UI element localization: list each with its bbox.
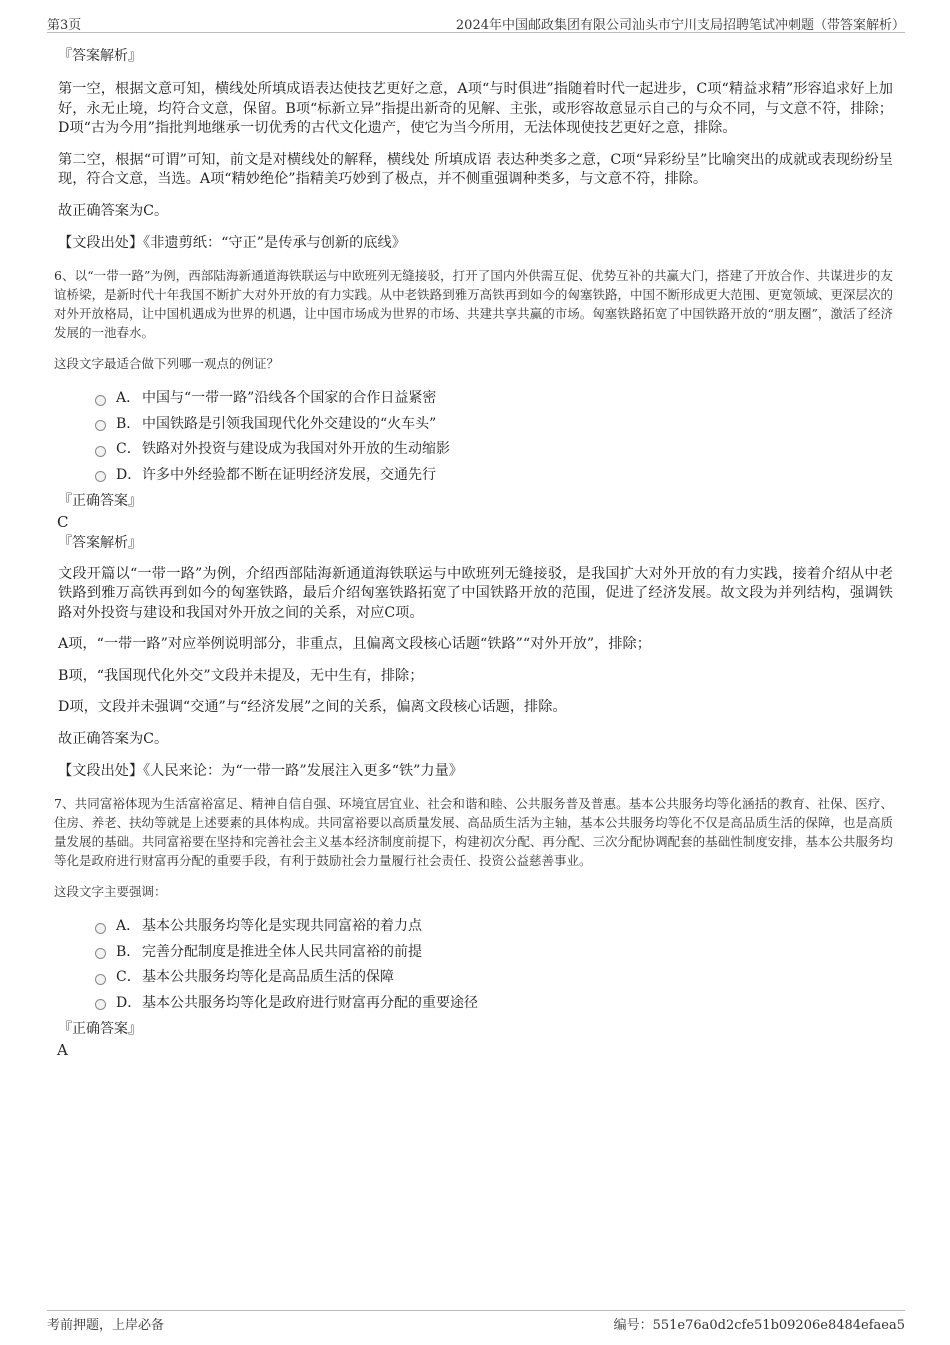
q6-options bbox=[58, 385, 893, 487]
q6-option-b[interactable]: B． 中国铁路是引领我国现代化外交建设的“火车头” bbox=[58, 410, 893, 436]
q6-question: 这段文字最适合做下列哪一观点的例证？ bbox=[54, 355, 280, 371]
document-body bbox=[54, 44, 893, 1059]
q6-analysis-p2: A项，“一带一路”对应举例说明部分，非重点，且偏离文段核心话题“铁路”“对外开放”，排除； bbox=[58, 636, 651, 652]
page-footer bbox=[47, 1310, 905, 1333]
radio-icon[interactable] bbox=[95, 471, 106, 482]
footer-slogan: 考前押题，上岸必备 bbox=[47, 1318, 165, 1333]
q6-analysis-p4: D项，文段并未强调“交通”与“经济发展”之间的关系，偏离文段核心话题，排除。 bbox=[58, 699, 567, 715]
q7-option-d[interactable]: D． 基本公共服务均等化是政府进行财富再分配的重要途径 bbox=[58, 989, 893, 1015]
q5-conclusion: 故正确答案为C。 bbox=[58, 202, 169, 219]
q5-source: 【文段出处】《非遗剪纸：“守正”是传承与创新的底线》 bbox=[58, 235, 406, 251]
q7-option-b[interactable]: B． 完善分配制度是推进全体人民共同富裕的前提 bbox=[58, 938, 893, 964]
q7-stem: 7、共同富裕体现为生活富裕富足、精神自信自强、环境宜居宜业、社会和谐和睦、公共服务普及普惠。基本公共服务均等化涵括的教育、社保、医疗、住房、养老、扶幼等就是上述要素的具体构成。共同富裕要以高质量发展、高品质生活为主轴，基本公共服务均等化不仅是高品质生活的保障，也是高质量发展的基础。共同富裕要在坚持和完善社会主义基本经济制度前提下，构建初次分配、再分配、三次分配协调配套的基础性制度安排，基本公共服务均等化是政府进行财富再分配的重要手段，有利于鼓励社会力量履行社会责任、投资公益慈善事业。 bbox=[54, 795, 893, 868]
q5-analysis-p2: 第二空，根据“可谓”可知，前文是对横线处的解释，横线处 所填成语 表达种类多之意，C项“异彩纷呈”比喻突出的成就或表现纷纷呈现，符合文意，当选。A项“精妙绝伦”指精美巧妙到了极点，并不侧重强调种类多，与文意不符，排除。 bbox=[58, 151, 893, 187]
q6-analysis-p1: 文段开篇以“一带一路”为例，介绍西部陆海新通道海铁联运与中欧班列无缝接驳，是我国扩大对外开放的有力实践，接着介绍从中老铁路到雅万高铁再到如今的匈塞铁路，最后介绍匈塞铁路拓宽了中国铁路开放的范围，促进了经济发展。故文段为并列结构，强调铁路对外投资与建设和我国对外开放之间的关系，对应C项。 bbox=[58, 565, 893, 621]
radio-icon[interactable] bbox=[95, 923, 106, 934]
document-title: 2024年中国邮政集团有限公司汕头市宁川支局招聘笔试冲刺题（带答案解析） bbox=[455, 18, 905, 33]
radio-icon[interactable] bbox=[95, 446, 106, 457]
radio-icon[interactable] bbox=[95, 999, 106, 1010]
q6-answer-label: 『正确答案』 bbox=[58, 492, 142, 509]
q6-conclusion: 故正确答案为C。 bbox=[58, 730, 169, 747]
q5-analysis-p1: 第一空，根据文意可知，横线处所填成语表达使技艺更好之意，A项“与时俱进”指随着时代一起进步，C项“精益求精”形容追求好上加好，永无止境，均符合文意，保留。B项“标新立异”指提出新奇的见解、主张，或形容故意显示自己的与众不同，与文意不符，排除；D项“古为今用”指批判地继承一切优秀的古代文化遗产，使它为当今所用，无法体现使技艺更好之意，排除。 bbox=[58, 81, 893, 136]
radio-icon[interactable] bbox=[95, 974, 106, 985]
q6-analysis-label: 『答案解析』 bbox=[58, 534, 142, 551]
q7-options bbox=[58, 913, 893, 1015]
q6-answer: C bbox=[57, 512, 69, 531]
page-number: 第3页 bbox=[47, 18, 82, 33]
q6-source: 【文段出处】《人民来论：为“一带一路”发展注入更多“铁”力量》 bbox=[58, 763, 463, 779]
q7-answer: A bbox=[57, 1040, 68, 1059]
document-id: 编号：551e76a0d2cfe51b09206e8484efaea5 bbox=[613, 1318, 905, 1333]
q6-option-d[interactable]: D． 许多中外经验都不断在证明经济发展，交通先行 bbox=[58, 461, 893, 487]
q6-analysis-p3: B项，“我国现代化外交”文段并未提及，无中生有，排除； bbox=[58, 667, 424, 684]
q7-answer-label: 『正确答案』 bbox=[58, 1020, 142, 1037]
radio-icon[interactable] bbox=[95, 395, 106, 406]
q5-analysis-label: 『答案解析』 bbox=[58, 48, 142, 64]
q7-option-c[interactable]: C． 基本公共服务均等化是高品质生活的保障 bbox=[58, 964, 893, 990]
q6-stem: 6、以“一带一路”为例，西部陆海新通道海铁联运与中欧班列无缝接驳，打开了国内外供需互促、优势互补的共赢大门，搭建了开放合作、共谋进步的友谊桥梁，是新时代十年我国不断扩大对外开放的有力实践。从中老铁路到雅万高铁再到如今的匈塞铁路，中国不断形成更大范围、更宽领域、更深层次的对外开放格局，让中国机遇成为世界的机遇，让中国市场成为世界的市场、共建共享共赢的市场。匈塞铁路拓宽了中国铁路开放的“朋友圈”，激活了经济发展的一池春水。 bbox=[54, 267, 893, 340]
page-header bbox=[47, 12, 905, 33]
q6-option-c[interactable]: C． 铁路对外投资与建设成为我国对外开放的生动缩影 bbox=[58, 436, 893, 462]
q7-option-a[interactable]: A． 基本公共服务均等化是实现共同富裕的着力点 bbox=[58, 913, 893, 939]
radio-icon[interactable] bbox=[95, 948, 106, 959]
q7-question: 这段文字主要强调： bbox=[54, 883, 167, 899]
q6-option-a[interactable]: A． 中国与“一带一路”沿线各个国家的合作日益紧密 bbox=[58, 385, 893, 411]
radio-icon[interactable] bbox=[95, 420, 106, 431]
